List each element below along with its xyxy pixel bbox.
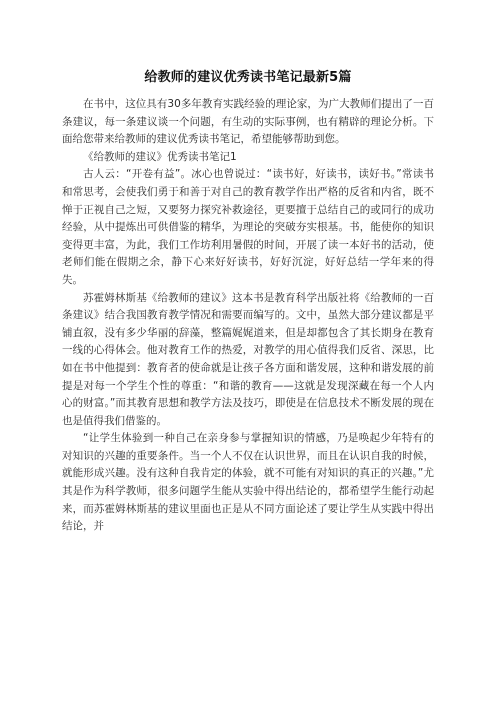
paragraph: 古人云：“开卷有益”。冰心也曾说过：“读书好，好读书，读好书。”常读书和常思考，会使我们勇于和善于对自己的教育教学作出严格的反省和内省，既不惮于正视自己之短，又要努力探究补救途径，更要擅于总结自己的或同行的成功经验，从中提炼出可供借鉴的精华，为理论的突破夯实根基。书，能使你的知识变得更丰富，为此，我们工作坊利用暑假的时间，开展了读一本好书的活动，使老师们能在假期之余，静下心来好好读书，好好沉淀，好好总结一学年来的得失。 — [62, 168, 434, 286]
paragraph: “让学生体验到一种自己在亲身参与掌握知识的情感，乃是唤起少年特有的对知识的兴趣的重要条件。当一个人不仅在认识世界，而且在认识自我的时候，就能形成兴趣。没有这种自我肯定的体验，就不可能有对知识的真正的兴趣。”尤其是作为科学教师，很多问题学生能从实验中得出结论的，都希望学生能行动起来，而苏霍姆林斯基的建议里面也正是从不同方面论述了要让学生从实践中得出结论，并 — [62, 432, 434, 533]
paragraph-intro: 在书中，这位具有30多年教育实践经验的理论家，为广大教师们提出了一百条建议，每一条建议谈一个问题，有生动的实际事例，也有精辟的理论分析。下面给您带来给教师的建议优秀读书笔记，希望能够帮助到您。 — [62, 98, 434, 146]
document-title: 给教师的建议优秀读书笔记最新5篇 — [144, 70, 352, 85]
paragraph: 苏霍姆林斯基《给教师的建议》这本书是教育科学出版社将《给教师的一百条建议》结合我国教育教学情况和需要而编写的。文中，虽然大部分建议都是平铺直叙，没有多少华丽的辞藻，整篇娓娓道来，但是却都包含了其长期身在教育一线的心得体会。他对教育工作的热爱，对教学的用心值得我们反省、深思，比如在书中他提到：教育者的使命就是让孩子各方面和谐发展，这种和谐发展的前提是对每一个学生个性的尊重：“和谐的教育——这就是发现深藏在每一个人内心的财富。”而其教育思想和教学方法及技巧，即使是在信息技术不断发展的现在也是值得我们借鉴的。 — [62, 291, 434, 427]
section-heading: 《给教师的建议》优秀读书笔记1 — [83, 150, 237, 163]
document-body — [62, 96, 434, 536]
